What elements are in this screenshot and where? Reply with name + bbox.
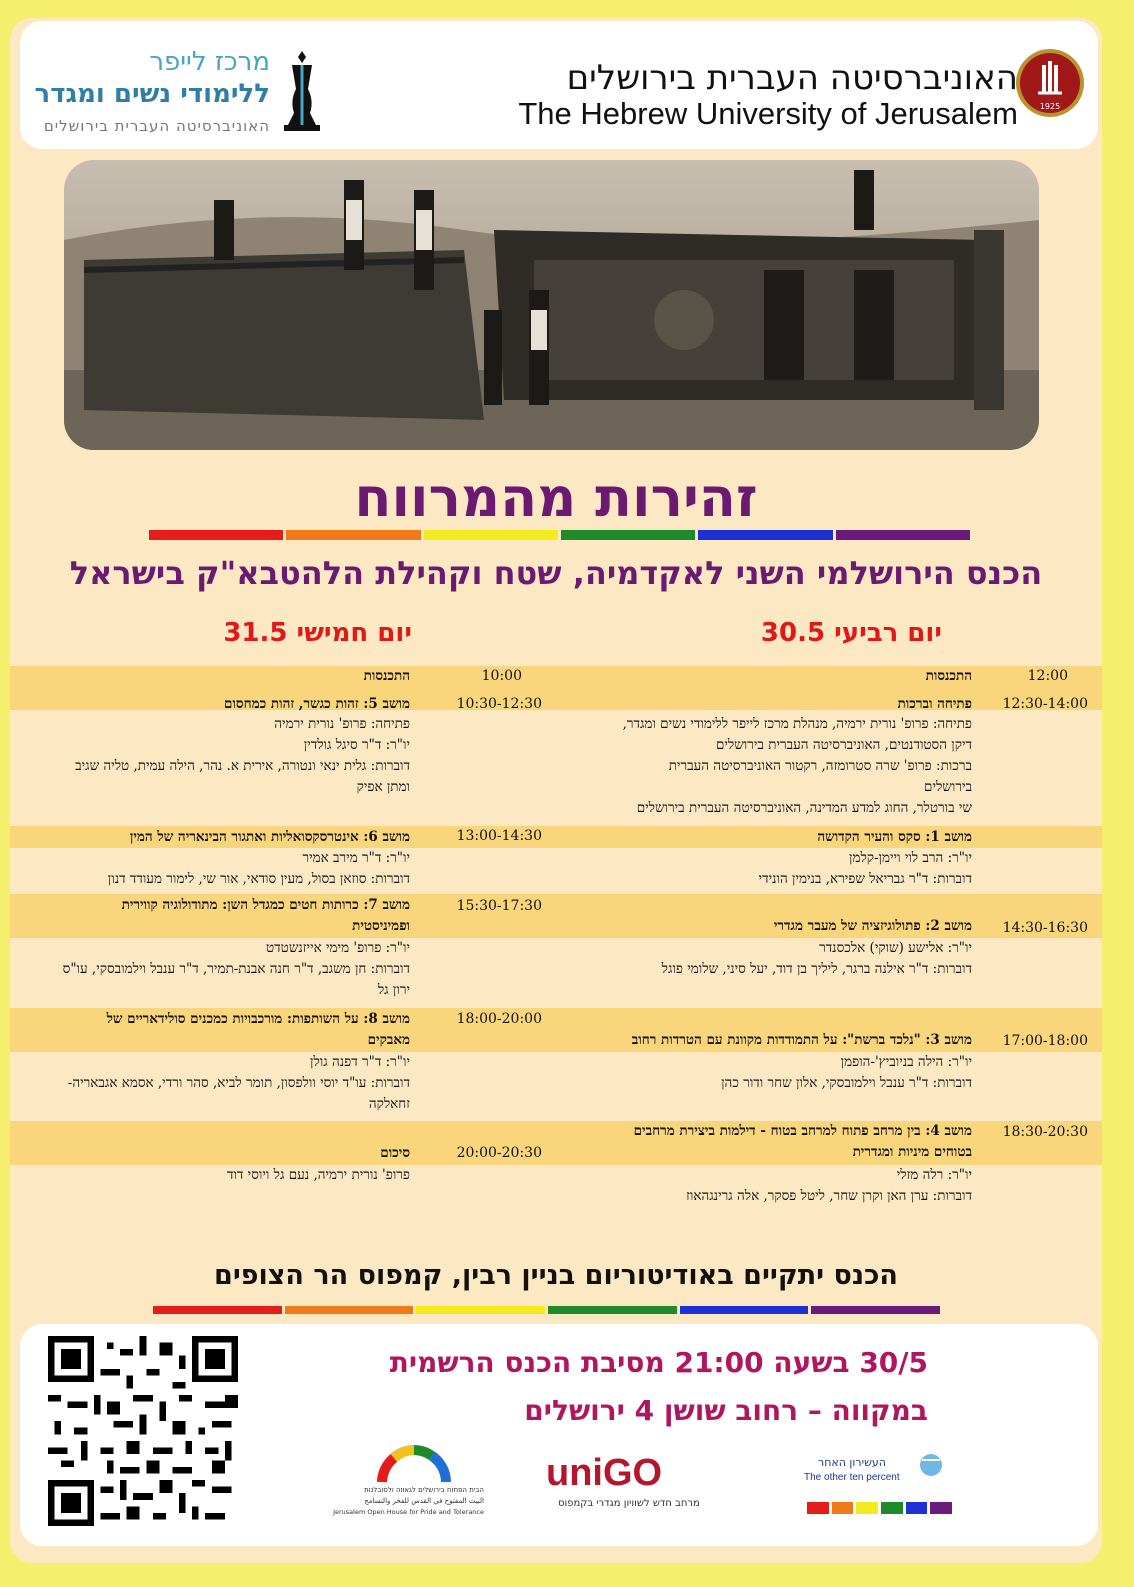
rainbow-divider-bottom [150,1306,940,1314]
rainbow-segment [930,1502,952,1514]
rainbow-segment [149,530,283,540]
footer [20,1324,1098,1546]
unigo-tagline: מרחב חדש לשוויון מגדרי בקמפוס [558,1498,700,1509]
session-detail: דוברות: עו"ד יוסי וולפסון, תומר לביא, סהר ורדי, אסמא אגבאריה- [67,1075,410,1091]
lipper-center-logo [34,45,420,145]
lipper-line-3: האוניברסיטה העברית בירושלים [43,117,270,135]
session-title-cont: בטוחים מיניות ומגדרית [852,1144,972,1160]
train-wreck-photo [64,160,1039,450]
session-detail: יו"ר: ד"ר מירב אמיר [302,850,410,866]
rainbow-segment [424,530,558,540]
session-detail: דוברות: ערן האן וקרן שחר, ליטל פסקר, אלה גרינגהאוז [686,1188,972,1204]
session-detail: דוברות: סוזאן בסול, מעין סודאי, אור שי, לימור מעודד דנון [107,871,410,887]
session-title: התכנסות [925,668,972,684]
session-title-cont: ופמיניסטית [352,918,410,934]
session-detail: שי בורטלר, החוג למדע המדינה, האוניברסיטה העברית בירושלים [636,800,972,816]
otp-rainbow-bar [804,1502,952,1514]
rainbow-segment [836,530,970,540]
open-house-name-he: הבית הפתוח בירושלים לגאווה ולסובלנות [364,1486,484,1494]
session-detail: דוברות: חן משגב, ד"ר חנה אבנת-תמיר, ד"ר ענבל וילמובסקי, עו"ס [62,961,410,977]
session-detail: פתיחה: פרופ' נורית ירמיה, מנהלת מרכז לייפר ללימודי נשים ומגדר, [622,716,972,732]
open-house-logo [314,1442,484,1532]
session-title: מושב 2: פתולוגיזציה של מעבר מגדרי [773,918,972,934]
unigo-logo [540,1452,710,1522]
session-time: 10:30-12:30 [456,696,542,712]
lipper-line-2: ללימודי נשים ומגדר [34,79,270,109]
rainbow-segment [561,530,695,540]
open-house-name-en: Jerusalem Open House for Pride and Tolerance [333,1508,484,1516]
session-time: 14:30-16:30 [1002,920,1088,936]
session-title: מושב 4: בין מרחב פתוח למרחב בטוח - דילמות ביצירת מרחבים [633,1123,972,1139]
session-detail: פרופ' נורית ירמיה, נעם גל ויוסי דוד [226,1167,410,1183]
rainbow-segment [906,1502,928,1514]
unigo-wordmark: uniGO [546,1452,663,1494]
session-detail: יו"ר: הרב לוי ויימן-קלמן [849,850,972,866]
rainbow-segment [416,1306,545,1314]
rainbow-segment [153,1306,282,1314]
session-detail: יו"ר: רלה מזלי [896,1167,972,1183]
session-title-cont: מאבקים [367,1032,410,1048]
header [20,21,1098,149]
session-title: מושב 5: זהות כגשר, זהות כמחסום [224,696,410,712]
rainbow-segment [698,530,832,540]
session-title: התכנסות [363,668,410,684]
session-detail: יו"ר: ד"ר דפנה גולן [310,1054,410,1070]
session-time: 10:00 [481,668,522,684]
session-detail: זחאלקה [368,1096,410,1112]
poster [10,18,1102,1563]
session-time: 18:30-20:30 [1002,1124,1088,1140]
session-detail: יו"ר: הילה בניוביץ'-הופמן [840,1054,972,1070]
party-line-1: 30/5 בשעה 21:00 מסיבת הכנס הרשמית [389,1346,928,1379]
session-detail: דוברות: ד"ר גבריאל שפירא, בנימין הונידי [758,871,972,887]
conference-subtitle: הכנס הירושלמי השני לאקדמיה, שטח וקהילת הלהטבא"ק בישראל [69,554,1043,592]
session-detail: בירושלים [924,779,972,795]
program-schedule [10,666,1102,1204]
huji-seal-logo [1014,47,1086,119]
huji-name-hebrew: האוניברסיטה העברית בירושלים [566,58,1018,98]
session-time: 15:30-17:30 [456,898,542,914]
chess-queen-icon [278,49,326,133]
session-title: מושב 6: אינטרסקסואליות ואתגור הבינאריה של המין [129,829,410,845]
session-time: 13:00-14:30 [456,828,542,844]
session-title: פתיחה וברכות [897,696,972,712]
day2-heading: יום חמישי 31.5 [223,618,412,648]
session-time: 17:00-18:00 [1002,1033,1088,1049]
session-detail: ברכות: פרופ' שרה סטרומזה, רקטור האוניברסיטה העברית [668,758,972,774]
globe-icon [918,1452,944,1478]
session-detail: דוברות: ד"ר ענבל וילמובסקי, אלון שחר ודור כהן [721,1075,972,1091]
session-title: מושב 1: סקס והעיר הקדושה [817,829,972,845]
other-ten-percent-logo [804,1452,954,1518]
session-time: 20:00-20:30 [456,1145,542,1161]
party-line-2: במקווה – רחוב שושן 4 ירושלים [524,1394,928,1427]
session-time: 18:00-20:00 [456,1011,542,1027]
rainbow-divider-top [146,530,970,540]
otp-name-he: העשירון האחר [818,1456,886,1469]
session-detail: ירון גל [377,982,410,998]
rainbow-segment [856,1502,878,1514]
session-detail: יו"ר: ד"ר סיגל גולדין [303,737,410,753]
session-detail: דיקן הסטודנטים, האוניברסיטה העברית בירושלים [715,737,972,753]
session-title: מושב 7: כרותות חטים כמגדל השן: מתודולוגיה קווירית [121,897,410,913]
conference-title: זהירות מהמרווח [354,466,758,529]
rainbow-segment [807,1502,829,1514]
session-detail: דוברות: גלית ינאי ונטורה, אירית א. נהר, הילה עמית, טליה שגיב [75,758,410,774]
session-title: מושב 3: "נלכד ברשת": על התמודדות מקוונת עם הטרדות רחוב [631,1032,972,1048]
session-detail: יו"ר: פרופ' מימי אייזנשטדט [266,940,410,956]
rainbow-arc-icon [374,1442,454,1486]
rainbow-segment [680,1306,809,1314]
session-time: 12:30-14:00 [1002,696,1088,712]
day1-heading: יום רביעי 30.5 [760,618,942,648]
svg-text:1925: 1925 [1039,102,1061,111]
lipper-line-1: מרכז לייפר [149,47,270,77]
open-house-name-ar: البيت المفتوح في القدس للفخر والتسامح [364,1497,484,1505]
rainbow-segment [832,1502,854,1514]
huji-name-english: The Hebrew University of Jerusalem [518,96,1018,131]
rainbow-segment [881,1502,903,1514]
session-title: סיכום [380,1145,410,1161]
otp-name-en: The other ten percent [804,1472,900,1483]
venue-text: הכנס יתקיים באודיטוריום בניין רבין, קמפוס הר הצופים [214,1260,898,1291]
session-title: מושב 8: על השותפות: מורכבויות כמכנים סולידאריים של [106,1011,410,1027]
rainbow-segment [548,1306,677,1314]
rainbow-segment [811,1306,940,1314]
session-detail: פתיחה: פרופ' נורית ירמיה [274,716,410,732]
session-time: 12:00 [1027,668,1068,684]
session-detail: ומתן אפיק [356,779,410,795]
session-detail: יו"ר: אלישע (שוקי) אלכסנדר [819,940,972,956]
session-detail: דוברות: ד"ר אילנה ברגר, ליליך בן דוד, יעל סיני, שלומי פוגל [661,961,972,977]
rainbow-segment [285,1306,414,1314]
qr-code[interactable] [48,1336,238,1526]
rainbow-segment [286,530,420,540]
